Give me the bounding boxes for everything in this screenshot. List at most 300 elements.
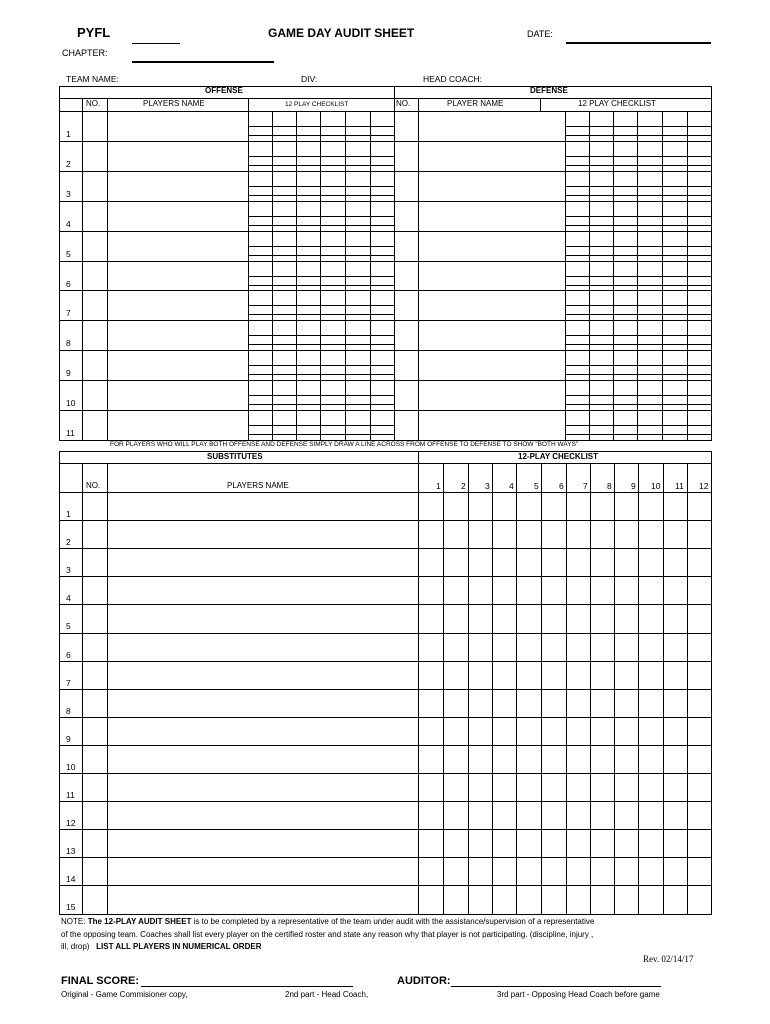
play-check-cell[interactable]: [615, 858, 638, 885]
play-check-cell[interactable]: [419, 549, 443, 576]
offense-check-subline: [248, 156, 394, 157]
play-check-cell[interactable]: [493, 746, 516, 773]
play-check-cell[interactable]: [664, 858, 687, 885]
play-check-cell[interactable]: [664, 521, 687, 548]
play-check-cell[interactable]: [493, 886, 516, 913]
play-check-cell[interactable]: [688, 802, 711, 829]
play-check-cell[interactable]: [664, 718, 687, 745]
substitute-number-cell[interactable]: [83, 802, 106, 829]
offense-number-cell[interactable]: [83, 321, 106, 350]
play-check-cell[interactable]: [688, 746, 711, 773]
offense-player-name-cell[interactable]: [108, 321, 247, 350]
play-check-cell[interactable]: [567, 549, 590, 576]
play-check-cell[interactable]: [444, 521, 468, 548]
play-check-cell[interactable]: [419, 493, 443, 520]
offense-player-name-cell[interactable]: [108, 351, 247, 380]
play-check-cell[interactable]: [469, 802, 492, 829]
play-check-cell[interactable]: [493, 858, 516, 885]
play-check-cell[interactable]: [444, 746, 468, 773]
defense-number-cell[interactable]: [395, 411, 417, 440]
play-check-cell[interactable]: [615, 605, 638, 632]
play-check-cell[interactable]: [542, 718, 566, 745]
offense-number-cell[interactable]: [83, 291, 106, 320]
play-check-cell[interactable]: [688, 858, 711, 885]
substitutes-checklist-title: 12-PLAY CHECKLIST: [518, 452, 599, 461]
play-check-cell[interactable]: [419, 886, 443, 913]
play-check-cell[interactable]: [517, 746, 541, 773]
substitute-player-name-cell[interactable]: [108, 718, 417, 745]
play-check-cell[interactable]: [419, 746, 443, 773]
play-number-header: 1: [436, 481, 441, 491]
offense-number-cell[interactable]: [83, 411, 106, 440]
play-check-cell[interactable]: [688, 634, 711, 661]
play-check-cell[interactable]: [567, 830, 590, 857]
play-check-cell[interactable]: [591, 746, 614, 773]
substitute-row-number: 9: [66, 734, 71, 744]
play-check-cell[interactable]: [591, 774, 614, 801]
play-check-cell[interactable]: [469, 662, 492, 689]
defense-number-cell[interactable]: [395, 112, 417, 141]
play-number-header: 2: [461, 481, 466, 491]
play-check-cell[interactable]: [542, 634, 566, 661]
play-check-cell[interactable]: [688, 886, 711, 913]
defense-check-subline: [565, 404, 711, 405]
substitute-number-cell[interactable]: [83, 886, 106, 913]
play-check-cell[interactable]: [615, 802, 638, 829]
play-check-cell[interactable]: [639, 690, 663, 717]
play-check-cell[interactable]: [469, 493, 492, 520]
substitute-player-name-cell[interactable]: [108, 549, 417, 576]
defense-player-name-cell[interactable]: [419, 411, 564, 440]
play-check-cell[interactable]: [469, 746, 492, 773]
play-check-cell[interactable]: [664, 802, 687, 829]
play-check-cell[interactable]: [591, 886, 614, 913]
defense-number-cell[interactable]: [395, 321, 417, 350]
play-check-cell[interactable]: [493, 634, 516, 661]
copy-original: Original - Game Commisioner copy,: [61, 990, 188, 999]
play-check-cell[interactable]: [469, 886, 492, 913]
play-check-cell[interactable]: [419, 690, 443, 717]
substitute-number-cell[interactable]: [83, 830, 106, 857]
play-check-cell[interactable]: [615, 718, 638, 745]
play-number-header: 7: [583, 481, 588, 491]
play-check-cell[interactable]: [419, 662, 443, 689]
play-check-cell[interactable]: [639, 577, 663, 604]
substitute-number-cell[interactable]: [83, 746, 106, 773]
defense-check-subline: [565, 305, 711, 306]
play-check-cell[interactable]: [664, 746, 687, 773]
substitute-player-name-cell[interactable]: [108, 662, 417, 689]
play-number-header: 9: [631, 481, 636, 491]
substitute-row-number: 5: [66, 621, 71, 631]
play-check-cell[interactable]: [688, 549, 711, 576]
play-check-cell[interactable]: [469, 634, 492, 661]
play-check-cell[interactable]: [517, 577, 541, 604]
play-check-cell[interactable]: [517, 605, 541, 632]
defense-number-cell[interactable]: [395, 172, 417, 201]
defense-player-name-cell[interactable]: [419, 321, 564, 350]
play-check-cell[interactable]: [615, 746, 638, 773]
offense-number-cell[interactable]: [83, 351, 106, 380]
play-check-cell[interactable]: [517, 830, 541, 857]
starter-row-number: 3: [66, 189, 71, 199]
offense-check-subline: [248, 374, 394, 375]
play-check-cell[interactable]: [469, 521, 492, 548]
substitute-number-cell[interactable]: [83, 718, 106, 745]
substitute-player-name-cell[interactable]: [108, 521, 417, 548]
substitute-row-number: 4: [66, 593, 71, 603]
substitute-row-number: 6: [66, 650, 71, 660]
offense-player-name-cell[interactable]: [108, 232, 247, 261]
play-check-cell[interactable]: [444, 802, 468, 829]
offense-player-name-cell[interactable]: [108, 381, 247, 410]
offense-check-subline: [248, 365, 394, 366]
offense-number-cell[interactable]: [83, 232, 106, 261]
offense-number-cell[interactable]: [83, 381, 106, 410]
play-check-cell[interactable]: [639, 718, 663, 745]
play-check-cell[interactable]: [517, 774, 541, 801]
play-check-cell[interactable]: [664, 662, 687, 689]
starter-row-number: 5: [66, 249, 71, 259]
play-check-cell[interactable]: [639, 493, 663, 520]
substitute-number-cell[interactable]: [83, 605, 106, 632]
play-check-cell[interactable]: [567, 858, 590, 885]
play-check-cell[interactable]: [542, 493, 566, 520]
play-check-cell[interactable]: [591, 662, 614, 689]
defense-number-cell[interactable]: [395, 291, 417, 320]
defense-number-cell[interactable]: [395, 262, 417, 291]
play-check-cell[interactable]: [517, 521, 541, 548]
play-check-cell[interactable]: [615, 521, 638, 548]
play-check-cell[interactable]: [444, 886, 468, 913]
play-check-cell[interactable]: [542, 690, 566, 717]
play-check-cell[interactable]: [591, 521, 614, 548]
substitute-player-name-cell[interactable]: [108, 690, 417, 717]
play-check-cell[interactable]: [469, 605, 492, 632]
substitute-player-name-cell[interactable]: [108, 886, 417, 913]
play-check-cell[interactable]: [493, 774, 516, 801]
play-check-cell[interactable]: [567, 746, 590, 773]
play-check-cell[interactable]: [615, 886, 638, 913]
play-check-cell[interactable]: [567, 662, 590, 689]
play-check-cell[interactable]: [469, 830, 492, 857]
chapter-field[interactable]: [132, 61, 274, 63]
play-check-cell[interactable]: [444, 690, 468, 717]
defense-player-name-cell[interactable]: [419, 381, 564, 410]
play-check-cell[interactable]: [419, 802, 443, 829]
defense-player-name-cell[interactable]: [419, 232, 564, 261]
offense-player-name-cell[interactable]: [108, 172, 247, 201]
play-check-cell[interactable]: [615, 774, 638, 801]
play-check-cell[interactable]: [419, 858, 443, 885]
play-number-header: 3: [485, 481, 490, 491]
chapter-label: CHAPTER:: [62, 48, 108, 58]
play-check-cell[interactable]: [688, 521, 711, 548]
defense-player-name-cell[interactable]: [419, 262, 564, 291]
defense-header-divider: [540, 98, 541, 111]
offense-check-subline: [248, 216, 394, 217]
play-check-cell[interactable]: [591, 858, 614, 885]
defense-check-subline: [565, 276, 711, 277]
play-check-cell[interactable]: [567, 577, 590, 604]
play-check-cell[interactable]: [493, 662, 516, 689]
play-check-cell[interactable]: [419, 774, 443, 801]
play-check-cell[interactable]: [419, 605, 443, 632]
play-check-cell[interactable]: [688, 605, 711, 632]
defense-player-name-cell[interactable]: [419, 202, 564, 231]
play-check-cell[interactable]: [639, 858, 663, 885]
defense-check-subline: [565, 344, 711, 345]
play-check-cell[interactable]: [567, 634, 590, 661]
play-check-cell[interactable]: [591, 718, 614, 745]
play-check-cell[interactable]: [419, 718, 443, 745]
play-check-cell[interactable]: [664, 774, 687, 801]
play-check-cell[interactable]: [664, 886, 687, 913]
substitute-player-name-cell[interactable]: [108, 605, 417, 632]
defense-check-subline: [565, 374, 711, 375]
play-check-cell[interactable]: [567, 718, 590, 745]
play-check-cell[interactable]: [493, 577, 516, 604]
offense-number-cell[interactable]: [83, 142, 106, 171]
play-check-cell[interactable]: [542, 886, 566, 913]
defense-check-subline: [565, 246, 711, 247]
play-check-cell[interactable]: [419, 634, 443, 661]
play-check-cell[interactable]: [664, 605, 687, 632]
substitute-number-cell[interactable]: [83, 774, 106, 801]
offense-check-subline: [248, 126, 394, 127]
org-underline[interactable]: [132, 43, 180, 44]
play-check-cell[interactable]: [493, 605, 516, 632]
play-check-cell[interactable]: [444, 830, 468, 857]
play-check-cell[interactable]: [493, 690, 516, 717]
play-check-cell[interactable]: [517, 690, 541, 717]
play-check-cell[interactable]: [591, 493, 614, 520]
substitute-player-name-cell[interactable]: [108, 493, 417, 520]
org-name: PYFL: [77, 25, 111, 40]
play-check-cell[interactable]: [469, 549, 492, 576]
defense-number-cell[interactable]: [395, 202, 417, 231]
defense-player-name-cell[interactable]: [419, 142, 564, 171]
play-check-cell[interactable]: [444, 662, 468, 689]
play-check-cell[interactable]: [567, 802, 590, 829]
offense-player-name-cell[interactable]: [108, 202, 247, 231]
play-check-cell[interactable]: [444, 605, 468, 632]
play-check-cell[interactable]: [615, 830, 638, 857]
play-check-cell[interactable]: [493, 830, 516, 857]
substitute-number-cell[interactable]: [83, 858, 106, 885]
defense-check-subline: [565, 365, 711, 366]
play-check-cell[interactable]: [444, 634, 468, 661]
play-check-cell[interactable]: [444, 493, 468, 520]
play-check-cell[interactable]: [688, 577, 711, 604]
defense-number-cell[interactable]: [395, 142, 417, 171]
play-check-cell[interactable]: [615, 662, 638, 689]
play-check-cell[interactable]: [469, 577, 492, 604]
offense-check-subline: [248, 165, 394, 166]
revision-text: Rev. 02/14/17: [643, 954, 694, 964]
starter-row-number: 4: [66, 219, 71, 229]
substitute-player-name-cell[interactable]: [108, 858, 417, 885]
play-check-cell[interactable]: [493, 549, 516, 576]
play-check-cell[interactable]: [517, 802, 541, 829]
play-check-cell[interactable]: [615, 690, 638, 717]
play-check-cell[interactable]: [688, 774, 711, 801]
substitute-row-number: 13: [66, 846, 76, 856]
play-check-cell[interactable]: [688, 690, 711, 717]
play-check-cell[interactable]: [542, 858, 566, 885]
play-check-cell[interactable]: [493, 718, 516, 745]
play-check-cell[interactable]: [591, 830, 614, 857]
play-check-cell[interactable]: [664, 549, 687, 576]
offense-player-name-cell[interactable]: [108, 262, 247, 291]
play-check-cell[interactable]: [542, 802, 566, 829]
play-check-cell[interactable]: [517, 493, 541, 520]
play-check-cell[interactable]: [444, 549, 468, 576]
play-check-cell[interactable]: [517, 662, 541, 689]
play-check-cell[interactable]: [615, 577, 638, 604]
play-check-cell[interactable]: [567, 774, 590, 801]
play-check-cell[interactable]: [567, 605, 590, 632]
defense-player-name-cell[interactable]: [419, 291, 564, 320]
offense-player-name-cell[interactable]: [108, 291, 247, 320]
play-check-cell[interactable]: [639, 774, 663, 801]
play-check-cell[interactable]: [444, 774, 468, 801]
play-check-cell[interactable]: [639, 521, 663, 548]
play-check-cell[interactable]: [639, 746, 663, 773]
play-check-cell[interactable]: [567, 521, 590, 548]
play-check-cell[interactable]: [639, 662, 663, 689]
play-check-cell[interactable]: [444, 858, 468, 885]
play-check-cell[interactable]: [469, 690, 492, 717]
play-check-cell[interactable]: [567, 690, 590, 717]
starter-row-number: 9: [66, 368, 71, 378]
play-check-cell[interactable]: [517, 718, 541, 745]
play-check-cell[interactable]: [639, 802, 663, 829]
play-check-cell[interactable]: [615, 493, 638, 520]
play-check-cell[interactable]: [639, 549, 663, 576]
substitute-row-number: 3: [66, 565, 71, 575]
play-check-cell[interactable]: [615, 634, 638, 661]
substitute-number-cell[interactable]: [83, 662, 106, 689]
play-check-cell[interactable]: [419, 521, 443, 548]
play-check-cell[interactable]: [493, 521, 516, 548]
play-check-cell[interactable]: [542, 521, 566, 548]
defense-number-cell[interactable]: [395, 351, 417, 380]
substitute-player-name-cell[interactable]: [108, 830, 417, 857]
offense-number-cell[interactable]: [83, 112, 106, 141]
defense-player-name-cell[interactable]: [419, 112, 564, 141]
offense-number-cell[interactable]: [83, 262, 106, 291]
play-check-cell[interactable]: [444, 577, 468, 604]
defense-player-name-cell[interactable]: [419, 172, 564, 201]
substitute-number-cell[interactable]: [83, 549, 106, 576]
play-check-cell[interactable]: [615, 549, 638, 576]
defense-player-name-cell[interactable]: [419, 351, 564, 380]
play-check-cell[interactable]: [688, 718, 711, 745]
play-check-cell[interactable]: [664, 830, 687, 857]
offense-player-name-cell[interactable]: [108, 142, 247, 171]
play-check-cell[interactable]: [419, 830, 443, 857]
offense-col-checklist: 12 PLAY CHECKLIST: [285, 101, 349, 108]
play-check-cell[interactable]: [517, 858, 541, 885]
substitute-number-cell[interactable]: [83, 521, 106, 548]
note-bold: The 12-PLAY AUDIT SHEET: [87, 917, 192, 926]
defense-number-cell[interactable]: [395, 232, 417, 261]
play-check-cell[interactable]: [469, 858, 492, 885]
play-check-cell[interactable]: [517, 634, 541, 661]
play-check-cell[interactable]: [469, 774, 492, 801]
substitute-number-cell[interactable]: [83, 577, 106, 604]
play-check-cell[interactable]: [517, 549, 541, 576]
play-check-cell[interactable]: [444, 718, 468, 745]
auditor-field[interactable]: [451, 986, 661, 987]
play-check-cell[interactable]: [591, 549, 614, 576]
play-check-cell[interactable]: [591, 690, 614, 717]
play-check-cell[interactable]: [664, 690, 687, 717]
play-check-cell[interactable]: [517, 886, 541, 913]
play-check-cell[interactable]: [664, 577, 687, 604]
offense-col-no: NO.: [86, 99, 101, 108]
play-check-cell[interactable]: [542, 577, 566, 604]
play-check-cell[interactable]: [493, 493, 516, 520]
offense-player-name-cell[interactable]: [108, 411, 247, 440]
play-check-cell[interactable]: [591, 577, 614, 604]
play-check-cell[interactable]: [639, 886, 663, 913]
substitute-player-name-cell[interactable]: [108, 746, 417, 773]
substitute-row-number: 12: [66, 818, 76, 828]
substitute-player-name-cell[interactable]: [108, 577, 417, 604]
play-check-cell[interactable]: [639, 634, 663, 661]
offense-number-cell[interactable]: [83, 202, 106, 231]
play-check-cell[interactable]: [688, 662, 711, 689]
defense-number-cell[interactable]: [395, 381, 417, 410]
play-check-cell[interactable]: [688, 493, 711, 520]
play-check-cell[interactable]: [591, 802, 614, 829]
play-check-cell[interactable]: [639, 830, 663, 857]
play-number-header: 11: [675, 481, 684, 491]
play-check-cell[interactable]: [419, 577, 443, 604]
play-check-cell[interactable]: [567, 493, 590, 520]
offense-number-cell[interactable]: [83, 172, 106, 201]
starter-row-number: 6: [66, 279, 71, 289]
play-check-cell[interactable]: [639, 605, 663, 632]
play-check-cell[interactable]: [567, 886, 590, 913]
play-check-cell[interactable]: [688, 830, 711, 857]
play-check-cell[interactable]: [469, 718, 492, 745]
substitute-number-cell[interactable]: [83, 493, 106, 520]
defense-check-subline: [565, 225, 711, 226]
play-check-cell[interactable]: [591, 605, 614, 632]
play-check-cell[interactable]: [664, 493, 687, 520]
play-check-cell[interactable]: [542, 774, 566, 801]
substitute-number-cell[interactable]: [83, 634, 106, 661]
play-check-cell[interactable]: [493, 802, 516, 829]
play-check-cell[interactable]: [542, 830, 566, 857]
offense-player-name-cell[interactable]: [108, 112, 247, 141]
play-check-cell[interactable]: [542, 746, 566, 773]
play-check-cell[interactable]: [542, 605, 566, 632]
substitute-player-name-cell[interactable]: [108, 634, 417, 661]
play-check-cell[interactable]: [591, 634, 614, 661]
final-score-field[interactable]: [141, 986, 353, 987]
play-check-cell[interactable]: [542, 549, 566, 576]
date-field[interactable]: [566, 42, 711, 44]
substitute-number-cell[interactable]: [83, 690, 106, 717]
play-check-cell[interactable]: [664, 634, 687, 661]
substitute-player-name-cell[interactable]: [108, 774, 417, 801]
substitute-player-name-cell[interactable]: [108, 802, 417, 829]
play-check-cell[interactable]: [542, 662, 566, 689]
